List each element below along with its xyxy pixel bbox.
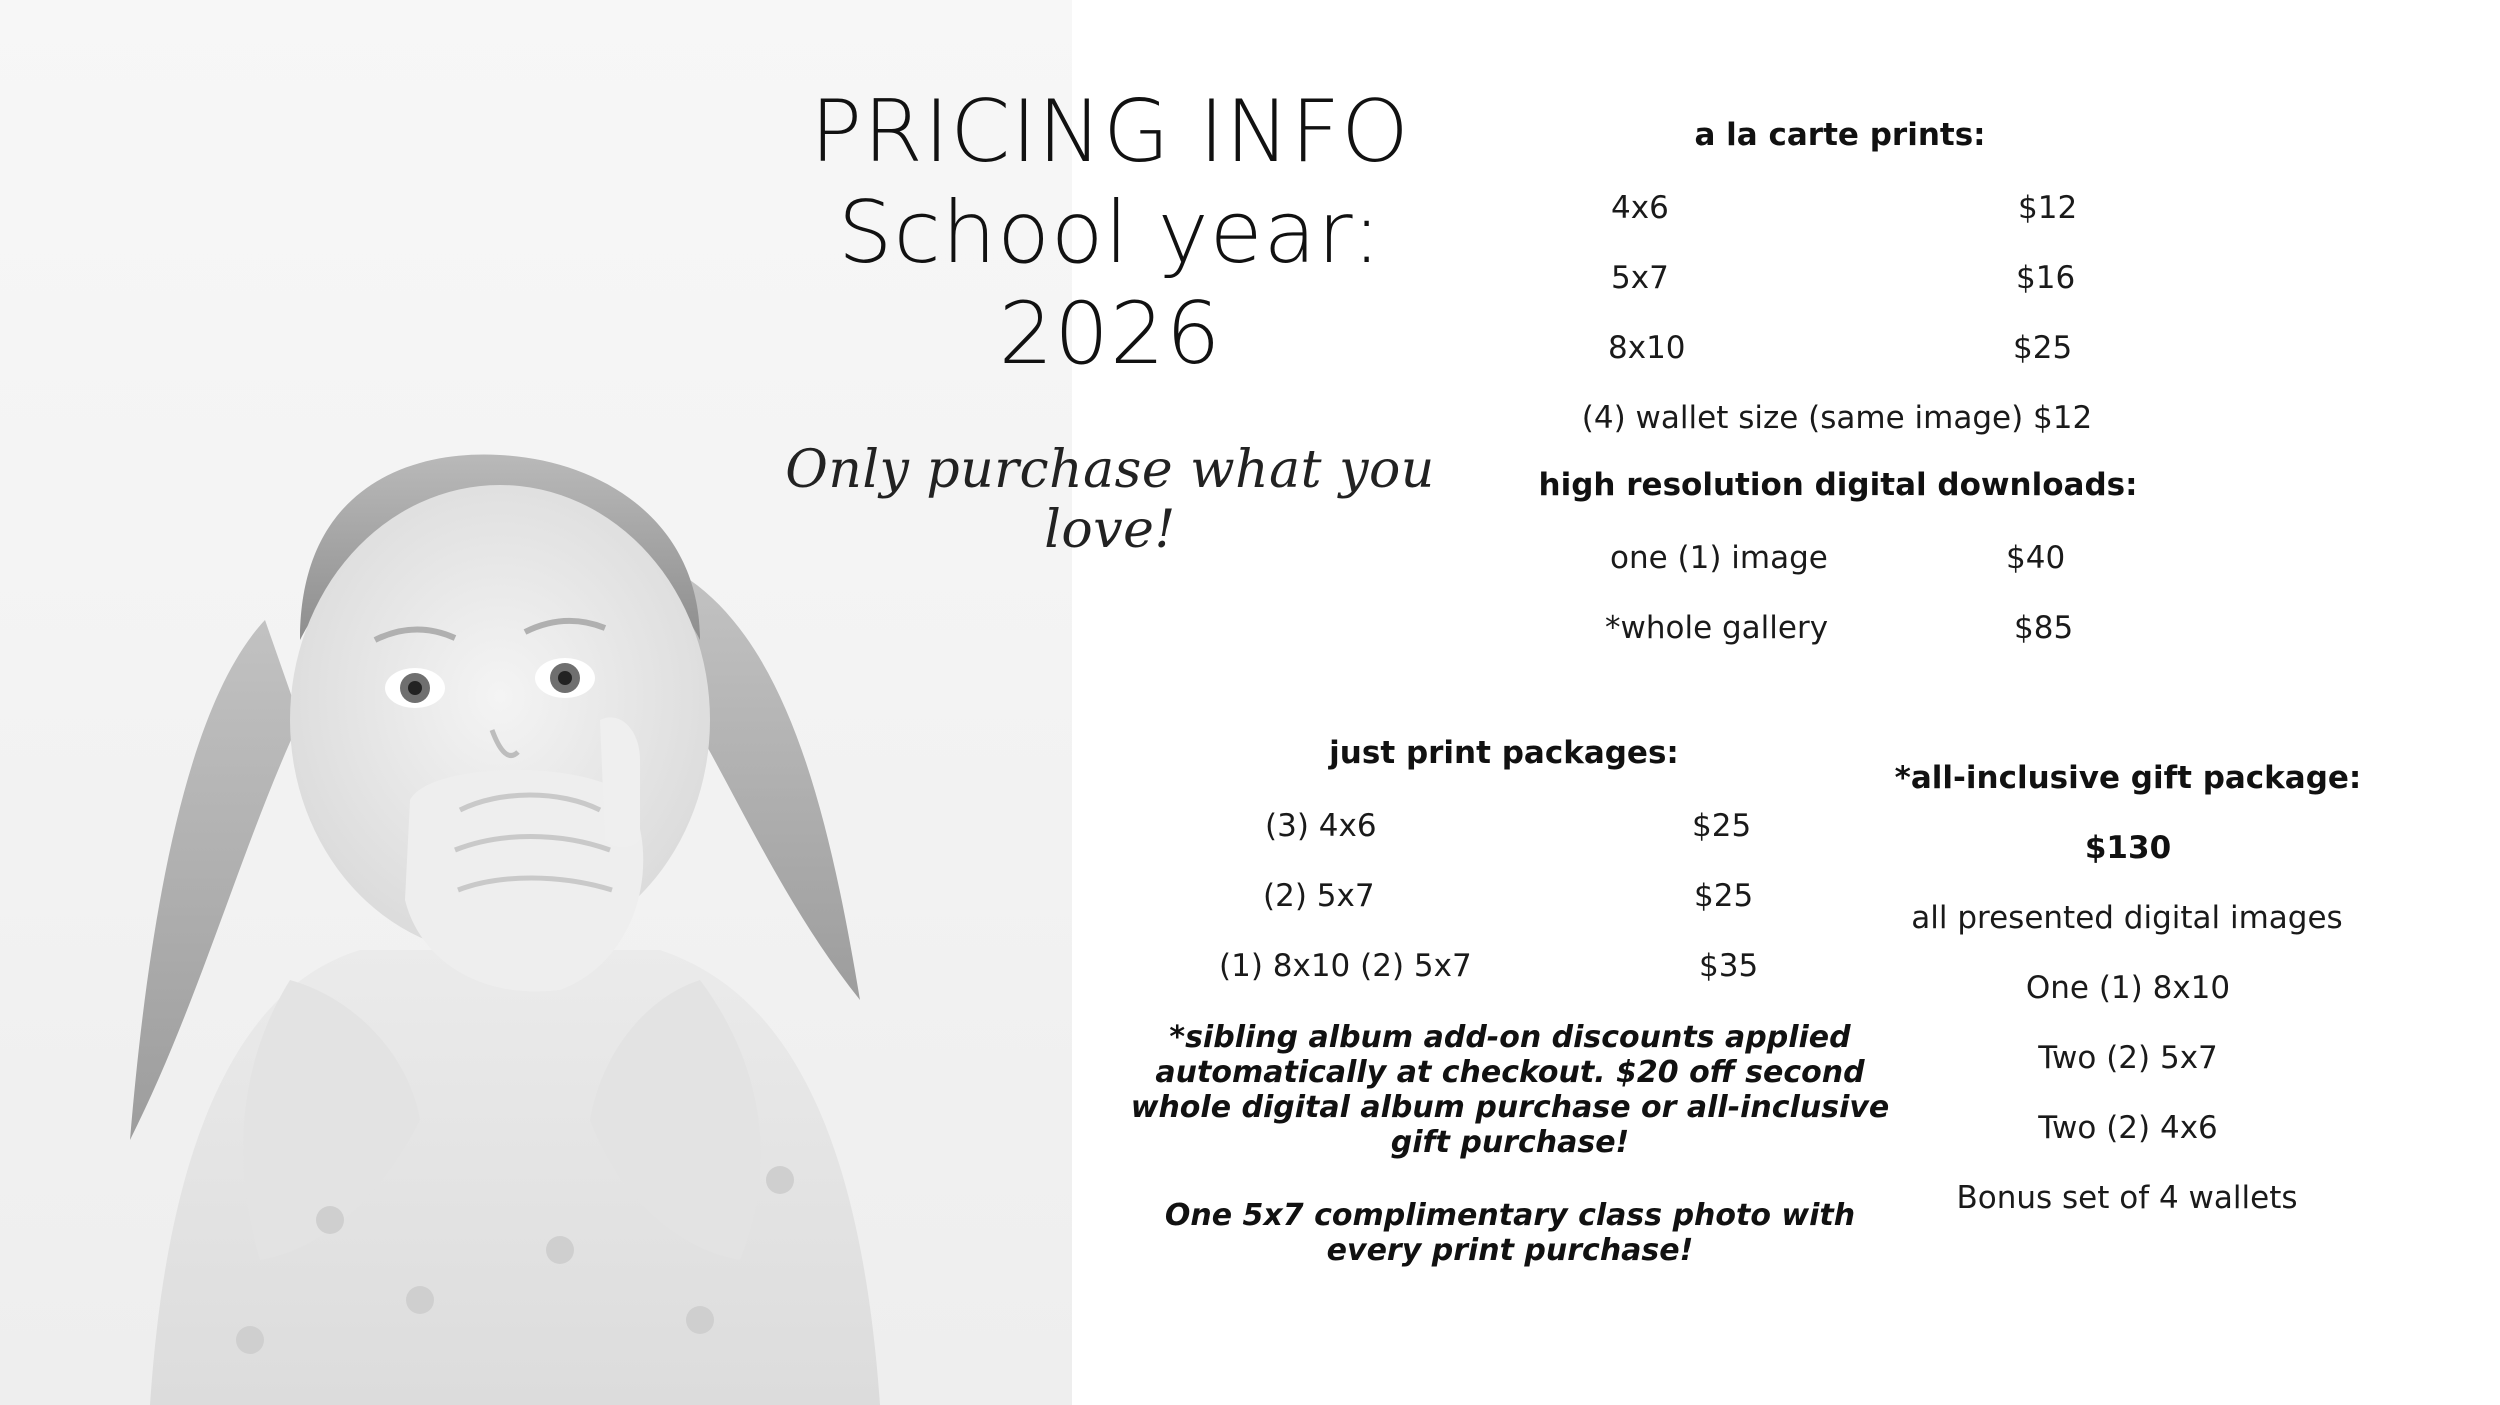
print-package-label-1: (3) 4x6 [1265,808,1377,844]
gift-package-item-1: all presented digital images [1911,900,2343,936]
a-la-carte-label-2: 5x7 [1611,260,1669,296]
gift-package-price: $130 [2084,830,2172,866]
a-la-carte-label-1: 4x6 [1611,190,1669,226]
print-package-price-2: $25 [1694,878,1754,914]
digital-price-1: $40 [2006,540,2066,576]
gift-package-item-2: One (1) 8x10 [2025,970,2231,1006]
digital-label-1: one (1) image [1610,540,1828,576]
a-la-carte-label-3: 8x10 [1608,330,1686,366]
digital-label-2: *whole gallery [1605,610,1829,646]
sibling-discount-note: *sibling album add-on discounts applied automatically at checkout. $20 off second whole digital album purchase or all-inclusive gift purchase! [1130,1020,1890,1160]
a-la-carte-price-2: $16 [2016,260,2076,296]
print-package-price-3: $35 [1699,948,1759,984]
print-packages-heading: just print packages: [1329,735,1679,771]
a-la-carte-price-3: $25 [2013,330,2073,366]
title-line-2: School year: [837,183,1383,283]
gift-package-item-3: Two (2) 5x7 [2038,1040,2218,1076]
gift-package-item-4: Two (2) 4x6 [2038,1110,2218,1146]
pricing-title [720,82,1500,385]
digital-price-2: $85 [2014,610,2074,646]
print-package-label-3: (1) 8x10 (2) 5x7 [1219,948,1472,984]
print-package-price-1: $25 [1692,808,1752,844]
gift-package-item-5: Bonus set of 4 wallets [1956,1180,2298,1216]
a-la-carte-price-1: $12 [2018,190,2078,226]
title-line-1: PRICING INFO [810,82,1410,182]
a-la-carte-heading: a la carte prints: [1694,117,1986,153]
digital-downloads-heading: high resolution digital downloads: [1538,467,2138,503]
print-package-label-2: (2) 5x7 [1263,878,1375,914]
wallet-size-item: (4) wallet size (same image) $12 [1581,400,2093,436]
title-line-3: 2026 [998,284,1222,384]
gift-package-heading: *all-inclusive gift package: [1894,760,2362,796]
class-photo-note: One 5x7 complimentary class photo with every print purchase! [1164,1198,1856,1268]
tagline: Only purchase what you love! [785,440,1435,560]
